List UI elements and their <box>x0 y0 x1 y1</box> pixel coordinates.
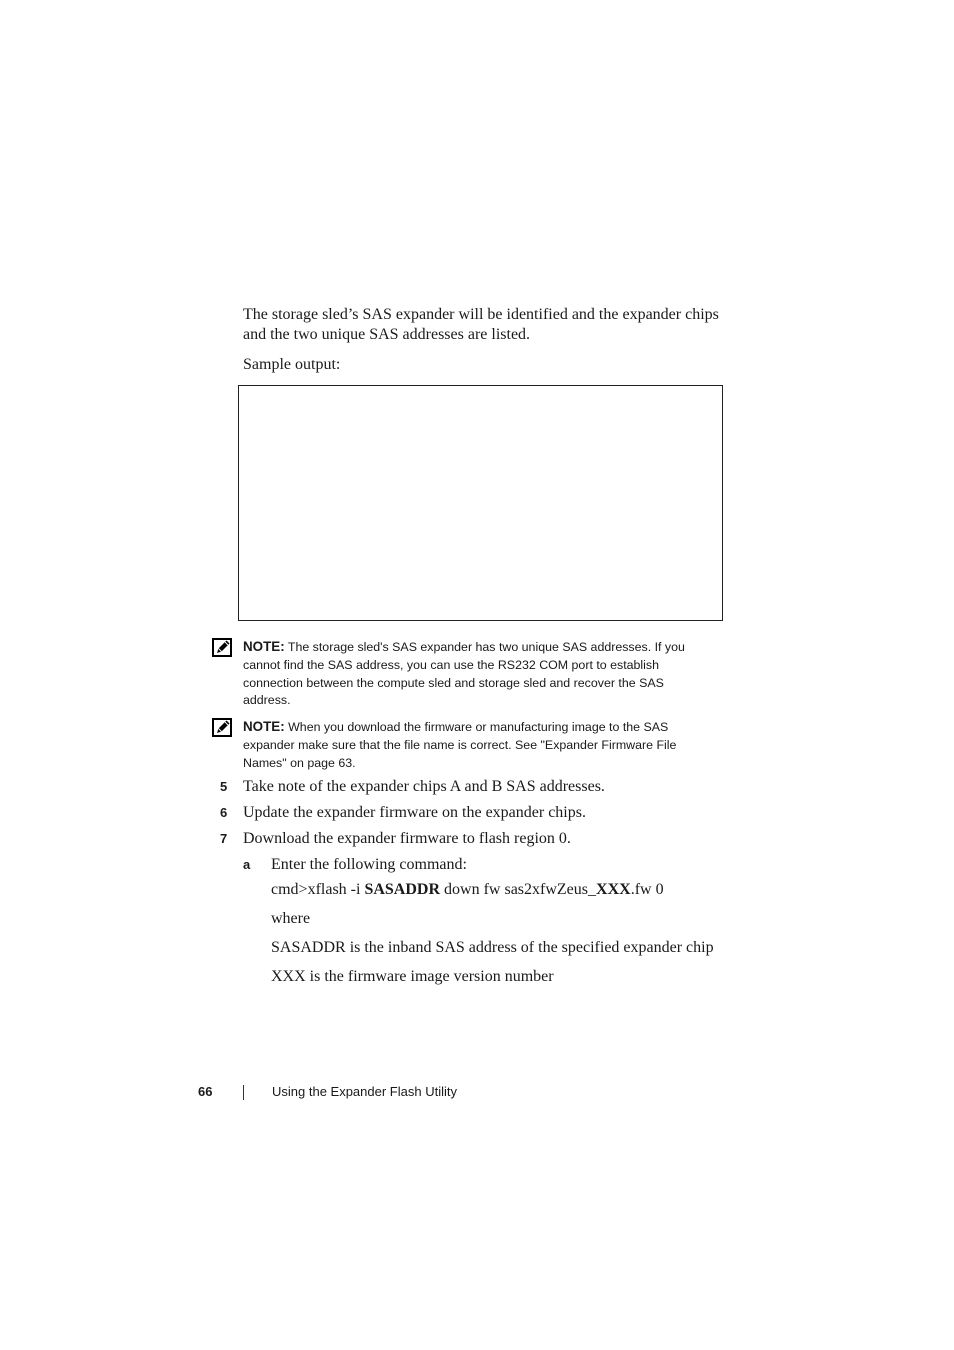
pencil-note-icon <box>212 638 232 657</box>
footer-divider <box>243 1085 244 1100</box>
step-6-text: Update the expander firmware on the expander chips. <box>243 804 586 821</box>
xxx-definition: XXX is the firmware image version number <box>271 968 554 985</box>
note-label: NOTE: <box>243 719 285 734</box>
command-part: down fw sas2xfwZeus_ <box>440 881 597 898</box>
step-7-number: 7 <box>220 831 228 846</box>
substep-a-text: Enter the following command: <box>271 856 467 873</box>
command-xxx: XXX <box>596 881 631 898</box>
step-6-number: 6 <box>220 805 228 820</box>
step-5-number: 5 <box>220 779 228 794</box>
step-5-text: Take note of the expander chips A and B SAS addresses. <box>243 778 605 795</box>
note-label: NOTE: <box>243 639 285 654</box>
intro-paragraph: The storage sled’s SAS expander will be identified and the expander chips and the two unique SAS addresses are listed. <box>243 306 719 343</box>
footer-chapter-title: Using the Expander Flash Utility <box>272 1084 457 1099</box>
note-storage-sled-sas <box>243 638 713 710</box>
command-part: cmd>xflash -i <box>271 881 365 898</box>
sample-output-label: Sample output: <box>243 356 341 373</box>
where-label: where <box>271 910 311 927</box>
pencil-note-icon <box>212 718 232 737</box>
command-sasaddr: SASADDR <box>364 881 441 898</box>
note-text: When you download the firmware or manufacturing image to the SAS expander make sure that the file name is correct. See "Expander Firmware File Names" on page 63. <box>243 720 677 770</box>
command-line <box>271 880 664 900</box>
step-7-text: Download the expander firmware to flash region 0. <box>243 830 571 847</box>
note-firmware-file-name <box>243 718 713 772</box>
substep-a-marker: a <box>243 857 251 872</box>
command-part: .fw 0 <box>630 881 664 898</box>
footer-page-number: 66 <box>198 1084 213 1099</box>
sample-output-box <box>238 385 723 621</box>
note-text: The storage sled's SAS expander has two unique SAS addresses. If you cannot find the SAS address, you can use the RS232 COM port to establish connection between the compute sled and storage sled and recover the SAS address. <box>243 640 685 708</box>
sasaddr-definition: SASADDR is the inband SAS address of the specified expander chip <box>271 939 714 956</box>
